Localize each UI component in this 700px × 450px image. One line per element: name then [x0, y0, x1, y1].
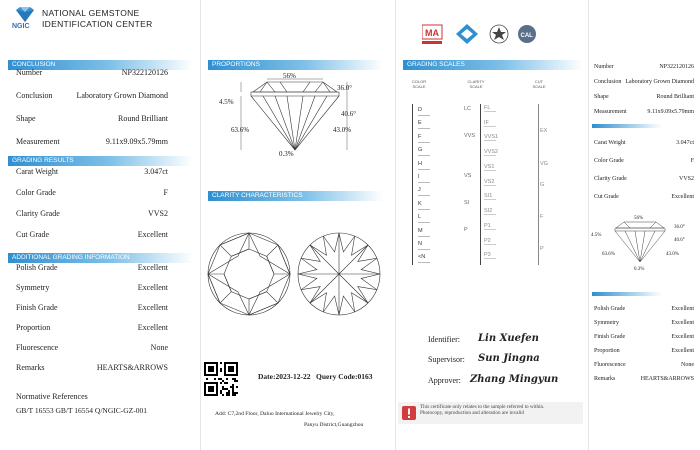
fold-line [395, 0, 396, 450]
info-label: Polish Grade [16, 263, 58, 272]
cut-grade-cell: P [540, 246, 544, 253]
normative-text: GB/T 16553 GB/T 16554 Q/NGIC-GZ-001 [16, 406, 147, 415]
cut-scale-heading: CUT SCALE [532, 79, 546, 89]
info-value: Excellent [671, 334, 694, 340]
info-label: Measurement [16, 137, 60, 146]
clarity-grade-cell: P3 [484, 252, 496, 259]
color-grade-cell: D [418, 104, 430, 116]
culet: 0.3% [279, 150, 294, 158]
info-value: NP322120126 [121, 68, 168, 77]
clarity-grade-cell: P1 [484, 223, 496, 230]
cut-grade-cell: VG [540, 160, 548, 167]
address-line1: Add: C7,2nd Floor, Daluo International Jewelry City, [215, 411, 335, 417]
info-value: Round Brilliant [656, 94, 694, 100]
info-row [16, 303, 168, 313]
info-value: Excellent [137, 230, 168, 239]
issue-date: Date:2023-12-22 [258, 372, 311, 381]
address-line2: Panyu District,Guangzhou [304, 422, 364, 428]
supervisor-signature: Sun Jingna [478, 353, 540, 364]
info-row [16, 283, 168, 293]
section-bar-clarity-characteristics: CLARITY CHARACTERISTICS [208, 191, 383, 201]
info-label: Proportion [594, 348, 620, 354]
mini-crown-height: 4.5% [591, 233, 602, 238]
color-scale-line [412, 104, 413, 265]
info-row [16, 167, 168, 177]
info-label: Conclusion [594, 79, 622, 85]
info-row [16, 323, 168, 333]
clarity-plot-pavilion [296, 231, 382, 317]
info-row [594, 362, 694, 372]
color-grade-cell: G [418, 144, 430, 156]
info-row [594, 94, 694, 104]
info-row [594, 348, 694, 358]
cal-badge-icon [518, 25, 536, 43]
org-name-line2: IDENTIFICATION CENTER [42, 19, 153, 29]
info-row [594, 158, 694, 168]
approver-label: Approver: [428, 376, 461, 385]
clarity-grade-cell: FL [484, 105, 496, 112]
color-grade-cell: F [418, 131, 430, 143]
info-row [16, 188, 168, 198]
info-value: Excellent [671, 320, 694, 326]
info-label: Finish Grade [16, 303, 58, 312]
info-value: HEARTS&ARROWS [640, 376, 694, 382]
color-grade-cell: K [418, 198, 430, 210]
info-value: F [163, 188, 168, 197]
pavilion-angle: 40.6° [341, 110, 357, 118]
info-value: Excellent [137, 303, 168, 312]
clarity-scale-line [480, 104, 481, 265]
clarity-grade-cell: SI2 [484, 208, 496, 215]
pavilion-depth: 43.0% [333, 126, 352, 134]
supervisor-label: Supervisor: [428, 355, 465, 364]
clarity-group-label: VS [464, 173, 472, 179]
identifier-signature: Lin Xuefen [478, 333, 539, 344]
info-label: Carat Weight [16, 167, 59, 176]
info-value: Excellent [137, 323, 168, 332]
warning-icon [402, 406, 416, 420]
info-row [16, 343, 168, 353]
info-label: Fluorescence [594, 362, 626, 368]
cut-scale-line [538, 104, 539, 265]
info-row [16, 137, 168, 147]
crown-angle: 36.0° [337, 84, 353, 92]
info-row [16, 363, 168, 373]
info-label: Measurement [594, 109, 627, 115]
clarity-grade-cell: VS2 [484, 178, 495, 185]
color-grade-cell: I [418, 171, 430, 183]
color-grade-cell: E [418, 117, 430, 129]
info-label: Remarks [16, 363, 45, 372]
color-grade-cell: J [418, 184, 430, 196]
info-row [594, 306, 694, 316]
info-label: Clarity Grade [594, 176, 627, 182]
mini-total-depth: 63.6% [602, 252, 615, 257]
ma-badge-icon [422, 25, 442, 44]
table-percent: 56% [283, 72, 296, 80]
color-grade-cell: M [418, 225, 430, 237]
fold-line [588, 0, 589, 450]
qr-code [204, 362, 238, 396]
info-value: Laboratory Grown Diamond [625, 79, 694, 85]
info-row [16, 68, 168, 78]
info-label: Color Grade [594, 158, 624, 164]
info-value: 9.11x9.09x5.79mm [105, 137, 168, 146]
cut-grade-cell: F [540, 214, 544, 221]
info-row [594, 176, 694, 186]
info-label: Carat Weight [594, 140, 626, 146]
info-row [594, 64, 694, 74]
color-grade-cell: L [418, 211, 430, 223]
info-row [16, 230, 168, 240]
info-row [594, 320, 694, 330]
proportions-diagram [205, 70, 395, 165]
info-label: Polish Grade [594, 306, 626, 312]
section-bar-grading-results: GRADING RESULTS [8, 156, 193, 166]
cal-badge-label: CAL [520, 33, 533, 39]
info-label: Finish Grade [594, 334, 626, 340]
crown-height: 4.5% [219, 98, 234, 106]
info-row [16, 91, 168, 101]
info-value: Excellent [137, 283, 168, 292]
info-value: 3.047ct [144, 167, 168, 176]
identifier-label: Identifier: [428, 335, 460, 344]
info-label: Number [16, 68, 43, 77]
info-label: Cut Grade [16, 230, 50, 239]
mini-table: 56% [634, 216, 644, 221]
mini-pavilion-angle: 40.6° [674, 238, 685, 243]
section-bar-additional: ADDITIONAL GRADING INFORMATION [8, 253, 193, 263]
clarity-group-label: SI [464, 199, 470, 206]
info-label: Color Grade [16, 188, 56, 197]
clarity-grade-cell: SI1 [484, 193, 496, 200]
info-value: Excellent [137, 263, 168, 272]
info-label: Shape [16, 114, 36, 123]
notice-box [398, 402, 583, 424]
info-row [594, 109, 694, 119]
summary-divider [592, 292, 662, 296]
qr-code-icon [204, 362, 238, 396]
accreditation-badges [422, 22, 542, 48]
clarity-grade-cell: VVS2 [484, 149, 499, 156]
ngic-logo [14, 6, 36, 32]
mini-pavilion-depth: 43.0% [666, 252, 679, 257]
color-scale-heading: COLOR SCALE [411, 79, 427, 89]
summary-divider [592, 124, 662, 128]
info-row [16, 114, 168, 124]
info-value: Excellent [671, 306, 694, 312]
info-label: Number [594, 64, 614, 70]
mini-crown-angle: 36.0° [674, 225, 685, 230]
mini-culet: 0.3% [634, 267, 645, 272]
info-value: None [681, 362, 694, 368]
clarity-group-label: P [464, 226, 468, 233]
info-value: HEARTS&ARROWS [96, 363, 168, 372]
cut-grade-cell: EX [540, 128, 548, 135]
color-grade-cell: <N [418, 251, 430, 263]
color-grade-cell: N [418, 238, 430, 250]
mini-proportions-diagram [590, 210, 698, 275]
section-bar-grading-scales: GRADING SCALES [403, 60, 583, 70]
info-row [594, 194, 694, 204]
info-label: Remarks [594, 376, 616, 382]
info-value: 3.047ct [676, 140, 694, 146]
clarity-grade-cell: VVS1 [484, 134, 499, 141]
info-label: Symmetry [16, 283, 50, 292]
logo-text: NGIC [12, 23, 30, 30]
info-row [16, 263, 168, 273]
info-value: F [690, 158, 694, 164]
clarity-scale-heading: CLARITY SCALE [467, 79, 485, 89]
info-value: NP322120126 [659, 64, 694, 70]
info-value: Excellent [671, 194, 694, 200]
notice-text: This certificate only relates to the sample referred to within. Photocopy, reproduction and alteration are invalid [420, 404, 545, 416]
info-row [594, 140, 694, 150]
info-label: Proportion [16, 323, 51, 332]
info-value: VVS2 [678, 176, 694, 182]
ma-badge-label: MA [425, 28, 439, 38]
approver-signature: Zhang Mingyun [470, 374, 559, 385]
clarity-grade-cell: IF [484, 120, 496, 127]
info-value: Round Brilliant [118, 114, 168, 123]
section-bar-proportions: PROPORTIONS [208, 60, 383, 70]
info-value: Laboratory Grown Diamond [76, 91, 168, 100]
info-row [594, 334, 694, 344]
section-bar-conclusion: CONCLUSION [8, 60, 193, 70]
info-label: Conclusion [16, 91, 53, 100]
info-label: Clarity Grade [16, 209, 60, 218]
color-grade-cell: H [418, 158, 430, 170]
info-value: None [150, 343, 168, 352]
logo-mark-icon [14, 6, 36, 24]
info-row [16, 209, 168, 219]
info-label: Fluorescence [16, 343, 59, 352]
info-label: Cut Grade [594, 194, 619, 200]
clarity-plot-crown [206, 231, 292, 317]
clarity-group-label: LC [464, 106, 472, 112]
fold-line [200, 0, 201, 450]
clarity-group-label: VVS [464, 132, 476, 139]
clarity-grade-cell: P2 [484, 238, 496, 245]
info-row [594, 376, 694, 386]
query-code: Query Code:0163 [316, 372, 373, 381]
ilac-badge-icon [490, 25, 508, 43]
info-value: 9.11x9.09x5.79mm [647, 109, 694, 115]
info-row [594, 79, 694, 89]
info-value: Excellent [671, 348, 694, 354]
info-label: Shape [594, 94, 609, 100]
normative-title: Normative References [16, 392, 88, 401]
cnas-badge-icon [456, 24, 478, 44]
info-label: Symmetry [594, 320, 619, 326]
clarity-grade-cell: VS1 [484, 163, 495, 170]
info-value: VVS2 [147, 209, 168, 218]
org-name-line1: NATIONAL GEMSTONE [42, 8, 140, 18]
total-depth: 63.6% [231, 126, 250, 134]
cut-grade-cell: G [540, 182, 545, 189]
